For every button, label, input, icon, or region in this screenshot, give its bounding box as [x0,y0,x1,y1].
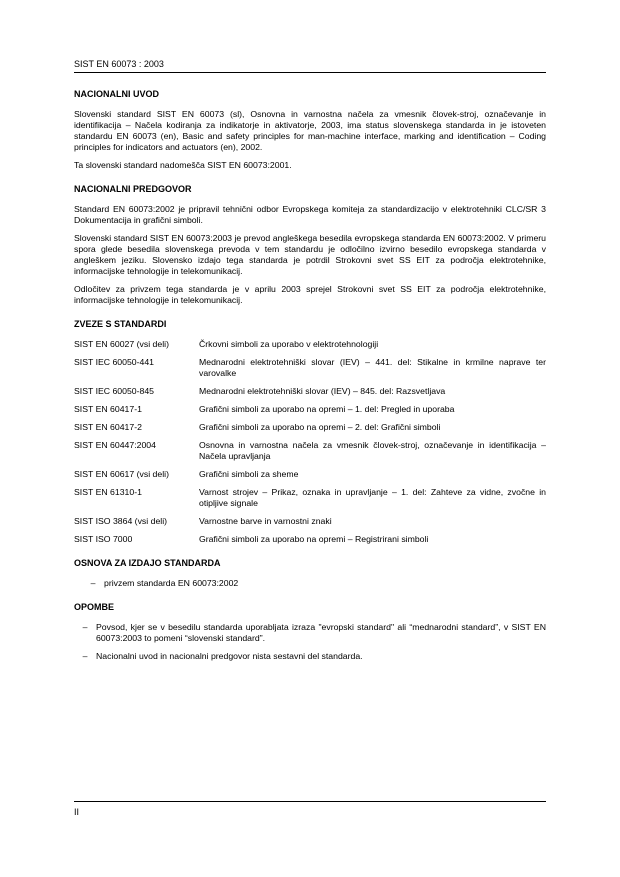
section-osnova-za-izdajo [74,557,546,589]
reference-title: Grafični simboli za uporabo na opremi – 2. del: Grafični simboli [199,422,441,432]
reference-title: Grafični simboli za uporabo na opremi – Registrirani simboli [199,534,429,544]
list-item [74,651,546,662]
reference-code: SIST EN 60027 (vsi deli) [74,339,169,349]
reference-row [74,339,546,350]
dash-bullet: – [82,622,88,632]
reference-code: SIST EN 60617 (vsi deli) [74,469,169,479]
section-heading: NACIONALNI UVOD [74,89,159,99]
reference-row [74,422,546,433]
list-item [74,578,546,589]
reference-row [74,487,546,509]
reference-code: SIST ISO 7000 [74,534,133,544]
reference-title: Grafični simboli za uporabo na opremi – 1. del: Pregled in uporaba [199,404,455,414]
reference-list [74,339,546,545]
paragraph: Ta slovenski standard nadomešča SIST EN 60073:2001. [74,160,292,170]
document-body [74,88,546,674]
list-item [74,622,546,644]
reference-title: Varnost strojev – Prikaz, oznaka in upravljanje – 1. del: Zahteve za vidne, zvočne in otipljive signale [199,487,546,508]
reference-code: SIST ISO 3864 (vsi deli) [74,516,168,526]
section-zveze-s-standardi [74,318,546,545]
reference-code: SIST EN 60417-1 [74,404,142,414]
section-heading: OSNOVA ZA IZDAJO STANDARDA [74,558,221,568]
reference-code: SIST IEC 60050-441 [74,357,155,367]
section-heading: OPOMBE [74,602,115,612]
footer-rule [74,801,546,802]
reference-row [74,534,546,545]
section-opombe [74,601,546,662]
reference-title: Mednarodni elektrotehniški slovar (IEV) – 845. del: Razsvetljava [199,386,446,396]
paragraph: Standard EN 60073:2002 je pripravil tehnični odbor Evropskega komiteja za standardizacijo v elektrotehniki CLC/SR 3 Dokumentacija in grafični simboli. [74,204,546,225]
paragraph: Odločitev za privzem tega standarda je v aprilu 2003 sprejel Strokovni svet SS EIT za področja elektrotehnike, informacijske tehnologije in telekomunikacij. [74,284,546,305]
reference-row [74,404,546,415]
page-header: SIST EN 60073 : 2003 [74,59,164,69]
section-heading: NACIONALNI PREDGOVOR [74,184,192,194]
section-nacionalni-uvod [74,88,546,171]
reference-row [74,469,546,480]
dash-bullet: – [90,578,96,588]
section-nacionalni-predgovor [74,183,546,306]
reference-row [74,440,546,462]
list-item-text: Povsod, kjer se v besedilu standarda uporabljata izraza "evropski standard" ali “mednarodni standard”, v SIST EN 60073:2003 to pomeni “slovenski standard”. [96,622,546,643]
dash-bullet: – [82,651,88,661]
paragraph: Slovenski standard SIST EN 60073:2003 je prevod angleškega besedila evropskega standarda EN 60073:2002. V primeru spora glede besedila slovenskega prevoda v tem standardu je odločilno izvirno besedilo evropskega standarda v angleškem jeziku. Slovensko izdajo tega standarda je potrdil Strokovni svet SS EIT za področja elektrotehnike, informacijske tehnologije in telekomunikacij. [74,233,546,276]
list-item-text: Nacionalni uvod in nacionalni predgovor nista sestavni del standarda. [96,651,363,661]
section-heading: ZVEZE S STANDARDI [74,319,167,329]
reference-row [74,357,546,379]
reference-code: SIST IEC 60050-845 [74,386,155,396]
reference-code: SIST EN 60447:2004 [74,440,156,450]
reference-title: Osnovna in varnostna načela za vmesnik človek-stroj, označevanje in identifikacija – Načela upravljanja [199,440,546,461]
reference-title: Mednarodni elektrotehniški slovar (IEV) – 441. del: Stikalne in krmilne naprave ter varovalke [199,357,546,378]
reference-title: Grafični simboli za sheme [199,469,299,479]
page-number: II [74,807,80,817]
reference-code: SIST EN 61310-1 [74,487,142,497]
paragraph: Slovenski standard SIST EN 60073 (sl), Osnovna in varnostna načela za vmesnik človek-stroj, označevanje in identifikacija – Načela kodiranja za indikatorje in aktivatorje, 2003, ima status slovenskega standarda in je istoveten standardu EN 60073 (en), Basic and safety principles for man-machine interface, marking and identification – Coding principles for indicators and actuators (en), 2002. [74,109,546,152]
list-item-text: privzem standarda EN 60073:2002 [104,578,239,588]
header-rule [74,72,546,73]
reference-row [74,516,546,527]
reference-code: SIST EN 60417-2 [74,422,142,432]
reference-title: Črkovni simboli za uporabo v elektrotehnologiji [199,339,379,349]
reference-row [74,386,546,397]
reference-title: Varnostne barve in varnostni znaki [199,516,332,526]
